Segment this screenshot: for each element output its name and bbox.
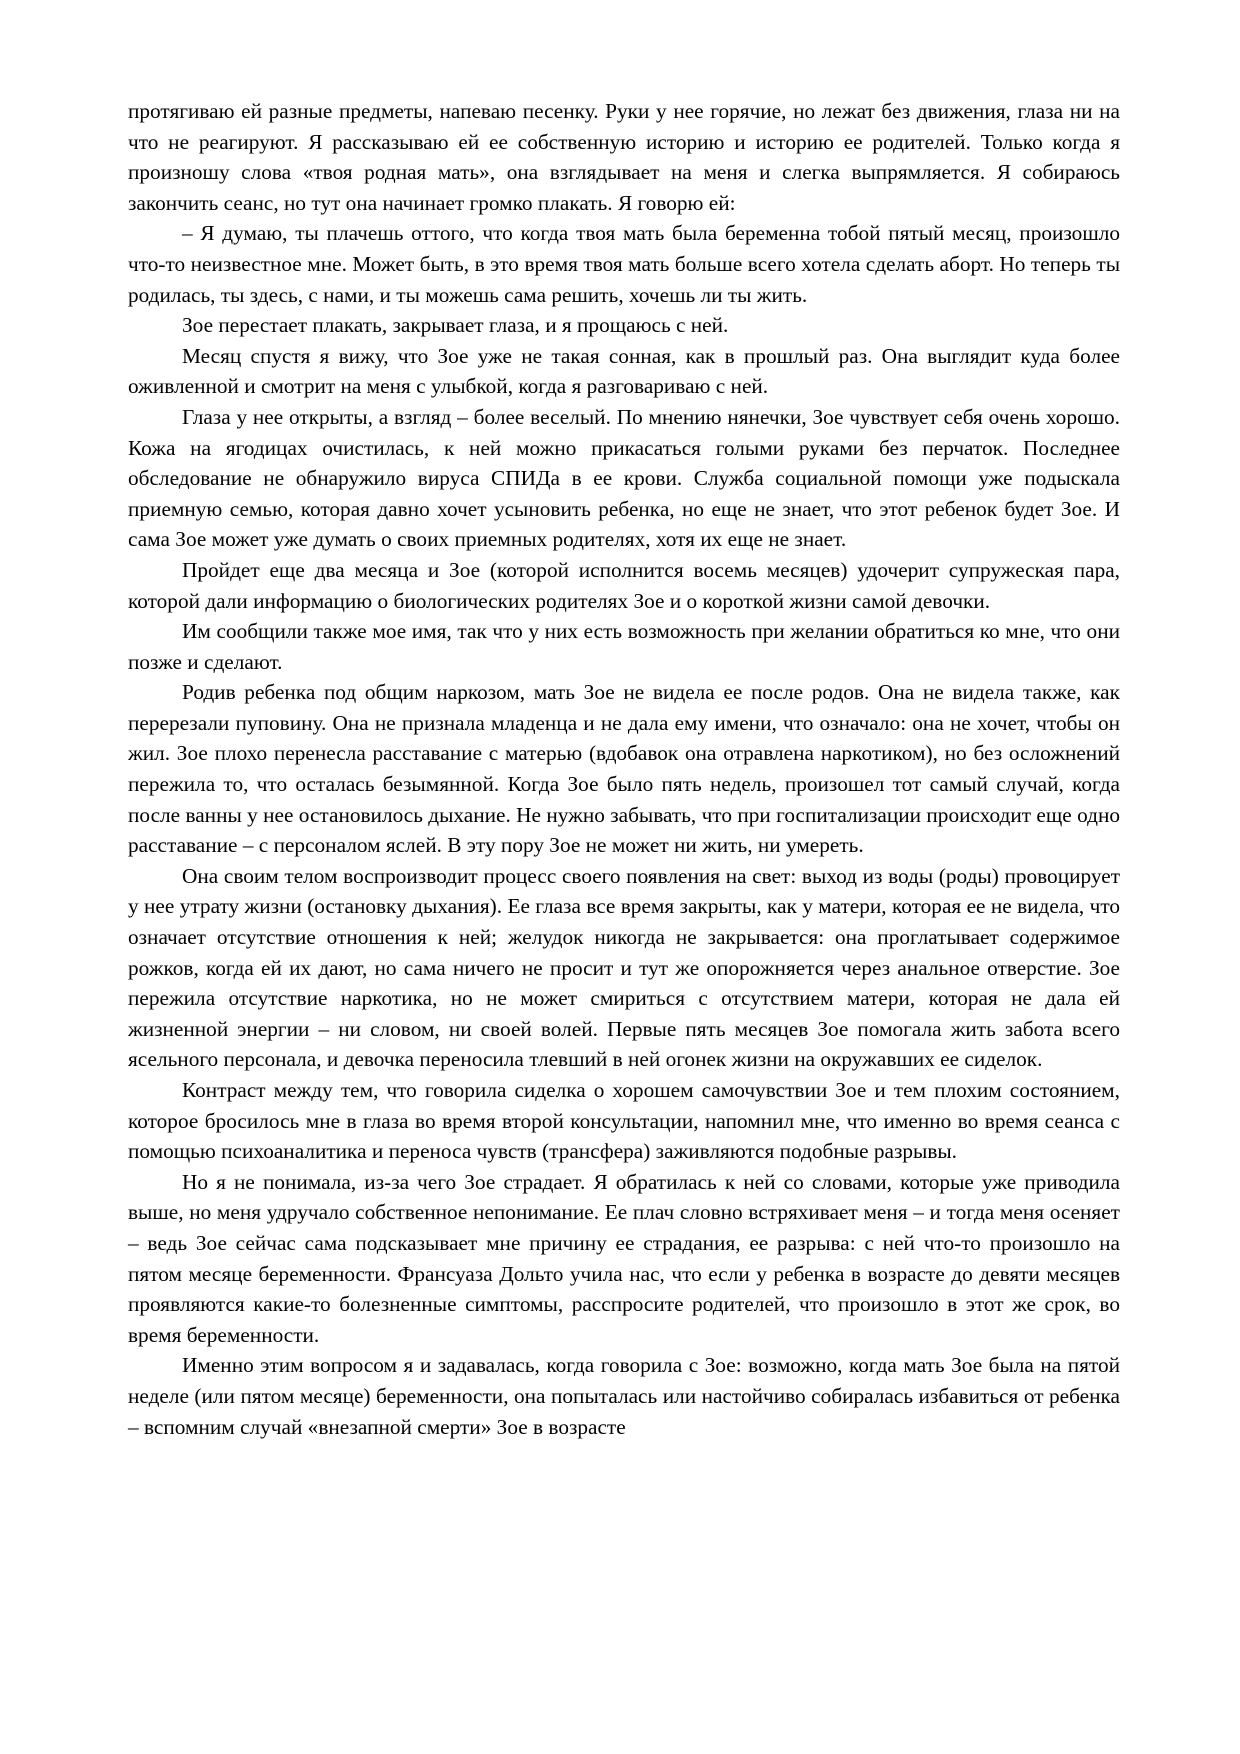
paragraph: Месяц спустя я вижу, что Зое уже не такая сонная, как в прошлый раз. Она выглядит куда более оживленной и смотрит на меня с улыбкой, когда я разговариваю с ней.	[128, 343, 1120, 399]
page-body-text	[128, 96, 1120, 1442]
paragraph: Именно этим вопросом я и задавалась, когда говорила с Зое: возможно, когда мать Зое была на пятой неделе (или пятом месяце) беременности, она попыталась или настойчиво собиралась избавиться от ребенка – вспомним случай «внезапной смерти» Зое в возрасте	[128, 1353, 1120, 1439]
paragraph: Она своим телом воспроизводит процесс своего появления на свет: выход из воды (роды) провоцирует у нее утрату жизни (остановку дыхания). Ее глаза все время закрыты, как у матери, которая ее не видела, что означает отсутствие отношения к ней; желудок никогда не закрывается: она проглатывает содержимое рожков, когда ей их дают, но сама ничего не просит и тут же опорожняется через анальное отверстие. Зое пережила отсутствие наркотика, но не может смириться с отсутствием матери, которая не дала ей жизненной энергии – ни словом, ни своей волей. Первые пять месяцев Зое помогала жить забота всего ясельного персонала, и девочка переносила тлевший в ней огонек жизни на окружавших ее сиделок.	[128, 863, 1120, 1072]
paragraph: Родив ребенка под общим наркозом, мать Зое не видела ее после родов. Она не видела также, как перерезали пуповину. Она не признала младенца и не дала ему имени, что означало: она не хочет, чтобы он жил. Зое плохо перенесла расставание с матерью (вдобавок она отравлена наркотиком), но без осложнений пережила то, что осталась безымянной. Когда Зое было пять недель, произошел тот самый случай, когда после ванны у нее остановилось дыхание. Не нужно забывать, что при госпитализации происходит еще одно расставание – с персоналом яслей. В эту пору Зое не может ни жить, ни умереть.	[128, 680, 1120, 858]
paragraph: – Я думаю, ты плачешь оттого, что когда твоя мать была беременна тобой пятый месяц, произошло что-то неизвестное мне. Может быть, в это время твоя мать больше всего хотела сделать аборт. Но теперь ты родилась, ты здесь, с нами, и ты можешь сама решить, хочешь ли ты жить.	[128, 221, 1120, 307]
paragraph: Им сообщили также мое имя, так что у них есть возможность при желании обратиться ко мне, что они позже и сделают.	[128, 619, 1120, 674]
paragraph: Глаза у нее открыты, а взгляд – более веселый. По мнению нянечки, Зое чувствует себя очень хорошо. Кожа на ягодицах очистилась, к ней можно прикасаться голыми руками без перчаток. Последнее обследование не обнаружило вируса СПИДа в ее крови. Служба социальной помощи уже подыскала приемную семью, которая давно хочет усыновить ребенка, но еще не знает, что этот ребенок будет Зое. И сама Зое может уже думать о своих приемных родителях, хотя их еще не знает.	[128, 404, 1120, 552]
paragraph: Но я не понимала, из-за чего Зое страдает. Я обратилась к ней со словами, которые уже приводила выше, но меня удручало собственное непонимание. Ее плач словно встряхивает меня – и тогда меня осеняет – ведь Зое сейчас сама подсказывает мне причину ее страдания, ее разрыва: с ней что-то произошло на пятом месяце беременности. Франсуаза Дольто учила нас, что если у ребенка в возрасте до девяти месяцев проявляются какие-то болезненные симптомы, расспросите родителей, что произошло в этот же срок, во время беременности.	[128, 1169, 1120, 1347]
paragraph-continuation: протягиваю ей разные предметы, напеваю песенку. Руки у нее горячие, но лежат без движения, глаза ни на что не реагируют. Я рассказываю ей ее собственную историю и историю ее родителей. Только когда я произношу слова «твоя родная мать», она взглядывает на меня и слегка выпрямляется. Я собираюсь закончить сеанс, но тут она начинает громко плакать. Я говорю ей:	[128, 99, 1120, 215]
paragraph: Пройдет еще два месяца и Зое (которой исполнится восемь месяцев) удочерит супружеская пара, которой дали информацию о биологических родителях Зое и о короткой жизни самой девочки.	[128, 557, 1120, 613]
paragraph: Зое перестает плакать, закрывает глаза, и я прощаюсь с ней.	[182, 313, 729, 338]
paragraph: Контраст между тем, что говорила сиделка о хорошем самочувствии Зое и тем плохим состоянием, которое бросилось мне в глаза во время второй консультации, напомнил мне, что именно во время сеанса с помощью психоаналитика и переноса чувств (трансфера) заживляются подобные разрывы.	[128, 1078, 1120, 1164]
